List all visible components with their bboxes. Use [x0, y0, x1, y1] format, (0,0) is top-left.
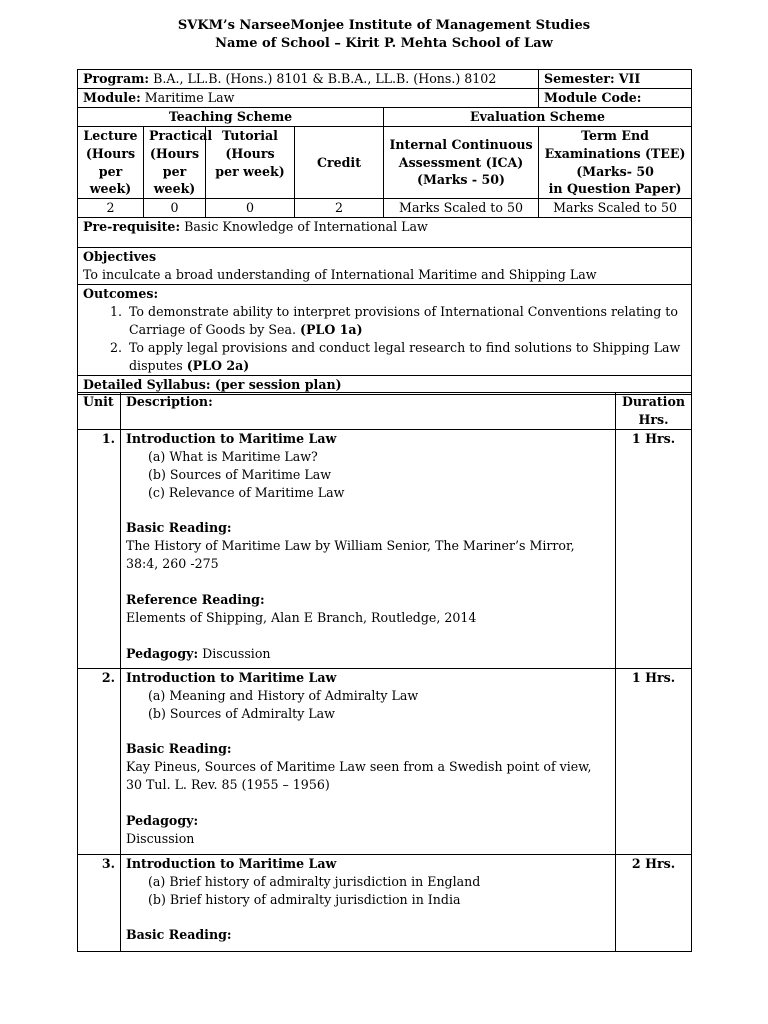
detailed-syllabus-row: Detailed Syllabus: (per session plan)	[78, 375, 692, 394]
objectives-row: Objectives To inculcate a broad understanding of International Maritime and Shipping Law	[78, 248, 692, 285]
unit-description: Introduction to Maritime Law (a) Meaning and History of Admiralty Law (b) Sources of Admiralty Law Basic Reading: Kay Pineus, Sources of Maritime Law seen from a Swedish point of view, 30 Tul. L. Rev. 85 (1955 – 1956) Pedagogy: Discussion	[121, 668, 616, 854]
institute-name: SVKM’s NarseeMonjee Institute of Management Studies	[177, 18, 591, 33]
outcome-item: 1. To demonstrate ability to interpret provisions of International Conventions relating to Carriage of Goods by Sea. (PLO 1a)	[126, 303, 686, 339]
unit-number: 1.	[78, 429, 121, 668]
unit-duration: 1 Hrs.	[616, 429, 692, 668]
ica-value: Marks Scaled to 50	[384, 199, 539, 218]
tee-value: Marks Scaled to 50	[539, 199, 692, 218]
table-row	[78, 429, 692, 668]
credit-header: Credit	[295, 126, 384, 199]
evaluation-scheme-title: Evaluation Scheme	[384, 107, 692, 126]
unit-number: 3.	[78, 854, 121, 951]
lecture-value: 2	[78, 199, 144, 218]
module-cell: Module: Maritime Law	[78, 88, 539, 107]
tutorial-header: Tutorial (Hours per week)	[206, 126, 295, 199]
program-cell: Program: B.A., LL.B. (Hons.) 8101 & B.B.A., LL.B. (Hons.) 8102	[78, 70, 539, 89]
table-row	[78, 668, 692, 854]
practical-header: Practical (Hours per week)	[144, 126, 206, 199]
school-name: Name of School – Kirit P. Mehta School of Law	[215, 36, 553, 51]
teaching-scheme-title: Teaching Scheme	[78, 107, 384, 126]
unit-description: Introduction to Maritime Law (a) What is Maritime Law? (b) Sources of Maritime Law (c) Relevance of Maritime Law Basic Reading: The History of Maritime Law by William Senior, The Mariner’s Mirror, 38:4, 260 -275 Reference Reading: Elements of Shipping, Alan E Branch, Routledge, 2014 Pedagogy: Discussion	[121, 429, 616, 668]
unit-column-header: Unit	[78, 393, 121, 430]
prerequisite-row: Pre-requisite: Basic Knowledge of International Law	[78, 218, 692, 248]
outcome-item: 2. To apply legal provisions and conduct legal research to find solutions to Shipping Law disputes (PLO 2a)	[126, 339, 686, 375]
lecture-header: Lecture (Hours per week)	[78, 126, 144, 199]
module-code-cell: Module Code:	[539, 88, 692, 107]
credit-value: 2	[295, 199, 384, 218]
table-row	[78, 854, 692, 951]
practical-value: 0	[144, 199, 206, 218]
duration-column-header: Duration Hrs.	[616, 393, 692, 430]
outcomes-row: Outcomes: 1. To demonstrate ability to interpret provisions of International Conventions relating to Carriage of Goods by Sea. (PLO 1a) 2. To apply legal provisions and conduct legal research to find solutions to Shipping Law disputes (PLO 2a)	[78, 285, 692, 376]
unit-duration: 2 Hrs.	[616, 854, 692, 951]
semester-cell: Semester: VII	[539, 70, 692, 89]
description-column-header: Description:	[121, 393, 616, 430]
ica-header: Internal Continuous Assessment (ICA) (Marks - 50)	[384, 126, 539, 199]
tee-header: Term End Examinations (TEE) (Marks- 50 in Question Paper)	[539, 126, 692, 199]
unit-description: Introduction to Maritime Law (a) Brief history of admiralty jurisdiction in England (b) Brief history of admiralty jurisdiction in India Basic Reading:	[121, 854, 616, 951]
unit-number: 2.	[78, 668, 121, 854]
unit-duration: 1 Hrs.	[616, 668, 692, 854]
syllabus-table	[77, 392, 692, 952]
tutorial-value: 0	[206, 199, 295, 218]
module-info-table	[77, 69, 692, 395]
